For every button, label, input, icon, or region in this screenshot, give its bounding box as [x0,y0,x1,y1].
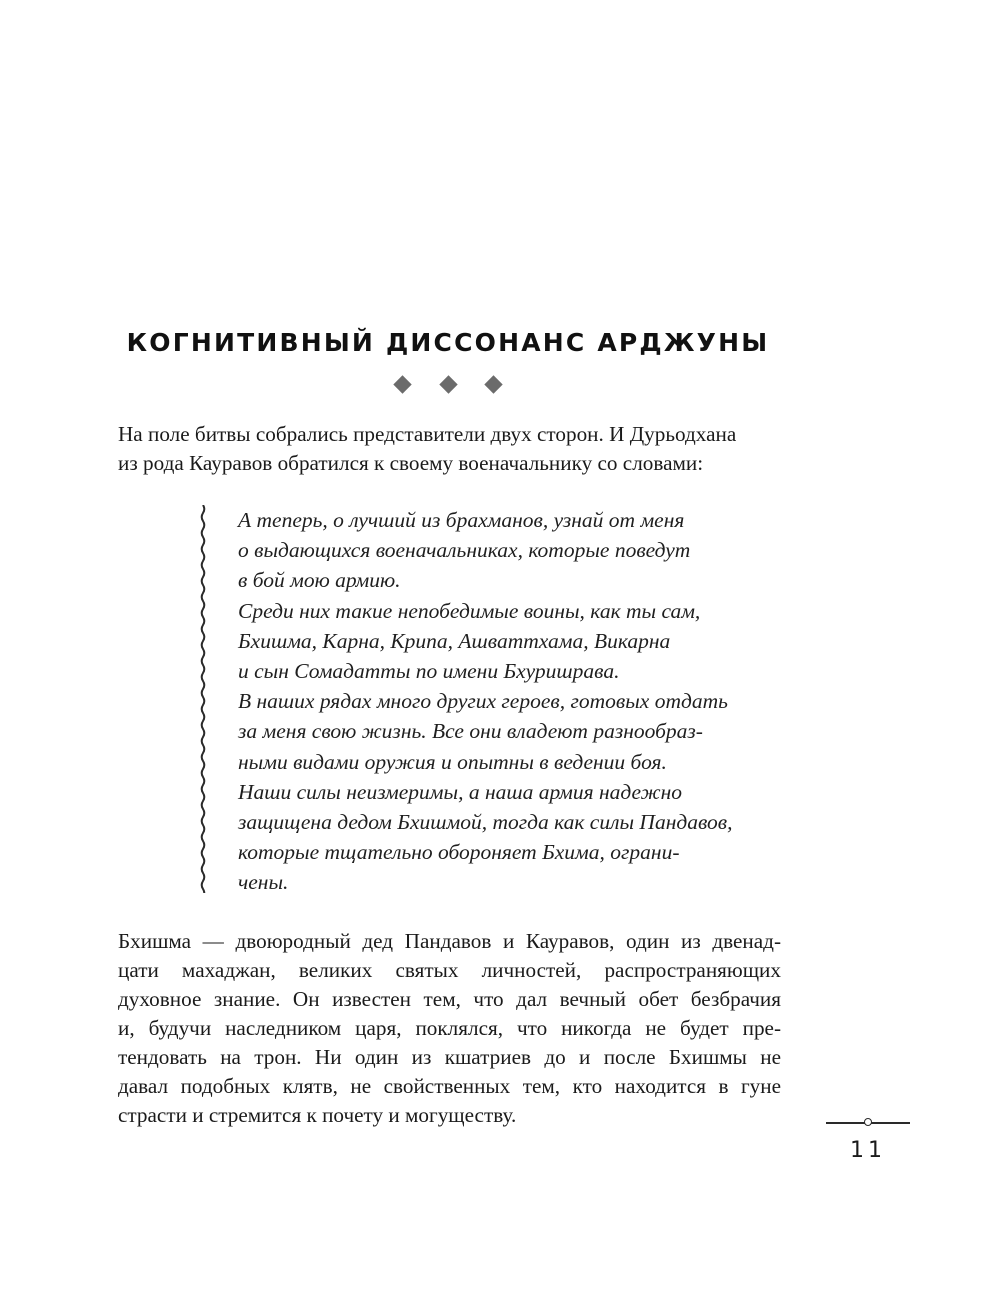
verse-line: за меня свою жизнь. Все они владеют разнообраз- [238,719,703,744]
verse-line: защищена дедом Бхишмой, тогда как силы Пандавов, [238,810,733,835]
verse-line: А теперь, о лучший из брахманов, узнай от меня [238,508,685,532]
verse-line: В наших рядах много других героев, готовых отдать [238,689,728,714]
wavy-rule-icon [198,505,208,893]
intro-line: из рода Кауравов обратился к своему военачальнику со словами: [118,451,704,475]
body-line: Бхишма — двоюродный дед Пандавов и Кауравов, один из двенад- [118,929,781,953]
chapter-title: КОГНИТИВНЫЙ ДИССОНАНС АРДЖУНЫ [126,328,770,357]
verse-quote [198,505,798,895]
intro-paragraph [118,420,781,478]
body-line: духовное знание. Он известен тем, что дал вечный обет безбрачия [118,987,781,1011]
verse-line: о выдающихся военачальниках, которые поведут [238,538,691,563]
verse-line: ными видами оружия и опытны в ведении боя. [238,749,667,774]
body-line: цати махаджан, великих святых личностей, распространяющих [118,958,781,982]
verse-line: чены. [238,870,289,895]
verse-block [238,505,798,596]
diamond-icon [439,375,457,393]
body-line: давал подобных клятв, не свойственных тем, кто находится в гуне [118,1074,781,1098]
section-ornament [396,378,500,391]
verse-line: и сын Сомадатты по имени Бхуришрава. [238,659,620,684]
body-line: и, будучи наследником царя, поклялся, что никогда не будет пре- [118,1016,781,1040]
verse-line: Среди них такие непобедимые воины, как ты сам, [238,598,701,623]
body-line: тендовать на трон. Ни один из кшатриев до и после Бхишмы не [118,1045,781,1069]
page-number: 11 [850,1138,886,1163]
verse-line: в бой мою армию. [238,568,401,593]
verse-block [238,596,798,687]
body-paragraph [118,927,781,1130]
body-line: страсти и стремится к почету и могуществу. [118,1103,517,1127]
verse-line: которые тщательно обороняет Бхима, ограни- [238,840,680,865]
verse-block [238,777,798,898]
folio-dot-icon [864,1118,872,1126]
diamond-icon [393,375,411,393]
verse-quote-text [238,505,798,898]
verse-line: Наши силы неизмеримы, а наша армия надежно [238,779,682,804]
page-folio [826,1112,910,1172]
verse-line: Бхишма, Карна, Крипа, Ашваттхама, Викарна [238,628,671,653]
verse-block [238,686,798,777]
diamond-icon [484,375,502,393]
wavy-rule-path [202,505,205,893]
intro-line: На поле битвы собрались представители двух сторон. И Дурьодхана [118,422,737,446]
